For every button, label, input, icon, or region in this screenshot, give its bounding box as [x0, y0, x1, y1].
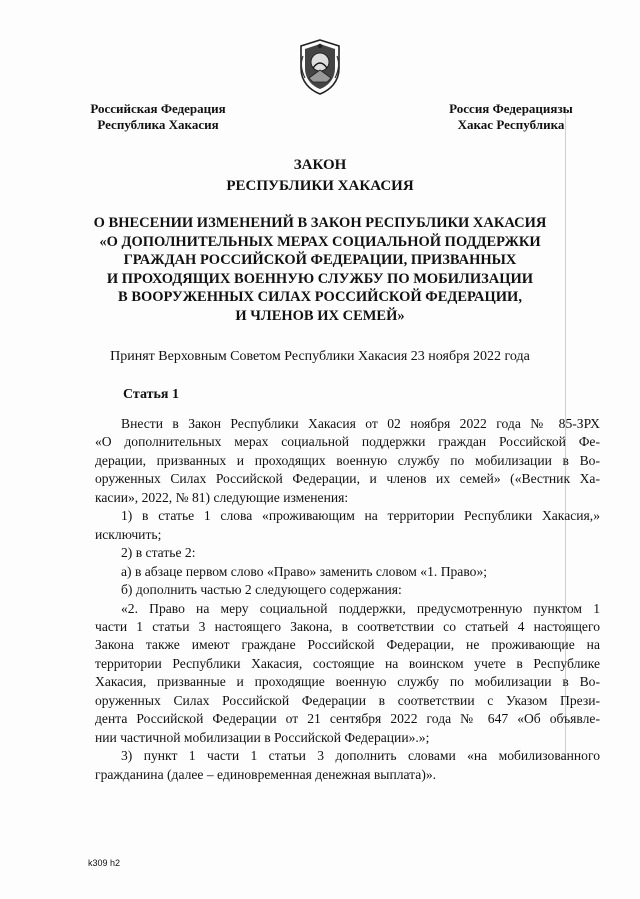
header-right-line-2: Хакас Республика: [457, 117, 565, 132]
body-line: касии», 2022, № 81) следующие изменения:: [95, 489, 349, 505]
body-line: б) дополнить частью 2 следующего содержания:: [121, 582, 402, 598]
body-line: 3) пункт 1 части 1 статьи 3 дополнить словами «на мобилизованного: [121, 748, 600, 764]
body-line: дерации, призванных и проходящих военную службу по мобилизации в Во-: [95, 452, 600, 468]
law-title: ЗАКОН: [293, 157, 347, 173]
subtitle-line: О ВНЕСЕНИИ ИЗМЕНЕНИЙ В ЗАКОН РЕСПУБЛИКИ ХАКАСИЯ: [93, 215, 547, 231]
header-right-line-1: Россия Федерациязы: [449, 101, 573, 116]
body-line: территории Республики Хакасия, состоящие на воинском учете в Республике: [95, 655, 600, 671]
subtitle-line: ГРАЖДАН РОССИЙСКОЙ ФЕДЕРАЦИИ, ПРИЗВАННЫХ: [123, 252, 517, 269]
footer-code: k309 h2: [88, 858, 121, 868]
body-line: дента Российской Федерации от 21 сентября 2022 года № 647 «Об объявле-: [95, 711, 600, 727]
body-line: гражданина (далее – единовременная денежная выплата)».: [95, 766, 437, 782]
article-body: [95, 415, 600, 784]
header-right: [444, 101, 578, 133]
body-line: Внести в Закон Республики Хакасия от 02 ноября 2022 года № 85-ЗРХ: [121, 416, 600, 431]
law-subtitle: [70, 214, 570, 326]
subtitle-line: В ВООРУЖЕННЫХ СИЛАХ РОССИЙСКОЙ ФЕДЕРАЦИИ,: [118, 289, 522, 306]
header-left: [86, 101, 230, 133]
coat-of-arms-emblem: [295, 38, 345, 96]
header-left-line-1: Российская Федерация: [90, 101, 226, 116]
body-line: части 1 статьи 3 настоящего Закона, в соответствии со статьей 4 настоящего: [95, 618, 600, 634]
law-title-region: РЕСПУБЛИКИ ХАКАСИЯ: [226, 178, 414, 194]
body-line: Закона также имеют граждане Российской Федерации, не проживающие на: [95, 637, 600, 653]
header-left-line-2: Республика Хакасия: [97, 117, 219, 132]
body-line: исключить;: [95, 526, 162, 542]
adoption-statement: Принят Верховным Советом Республики Хакасия 23 ноября 2022 года: [110, 349, 530, 364]
body-line: Хакасия, призванные и проходящие военную службу по мобилизации в Во-: [95, 674, 600, 690]
article-heading: Статья 1: [123, 387, 179, 402]
body-line: а) в абзаце первом слово «Право» заменить словом «1. Право»;: [121, 563, 488, 579]
body-line: 2) в статье 2:: [121, 545, 196, 561]
body-line: нии частичной мобилизации в Российской Федерации».»;: [95, 729, 430, 745]
body-line: 1) в статье 1 слова «проживающим на территории Республики Хакасия,»: [121, 508, 600, 524]
body-line: «2. Право на меру социальной поддержки, предусмотренную пунктом 1: [121, 600, 600, 616]
subtitle-line: И ЧЛЕНОВ ИХ СЕМЕЙ»: [235, 307, 405, 324]
subtitle-line: «О ДОПОЛНИТЕЛЬНЫХ МЕРАХ СОЦИАЛЬНОЙ ПОДДЕРЖКИ: [99, 233, 541, 250]
body-line: оруженных Силах Российской Федерации, и членов их семей» («Вестник Ха-: [95, 471, 600, 487]
subtitle-line: И ПРОХОДЯЩИХ ВОЕННУЮ СЛУЖБУ ПО МОБИЛИЗАЦИИ: [106, 270, 534, 287]
body-line: «О дополнительных мерах социальной поддержки граждан Российской Фе-: [95, 434, 600, 450]
body-line: оруженных Силах Российской Федерации в соответствии с Указом Прези-: [95, 692, 600, 708]
